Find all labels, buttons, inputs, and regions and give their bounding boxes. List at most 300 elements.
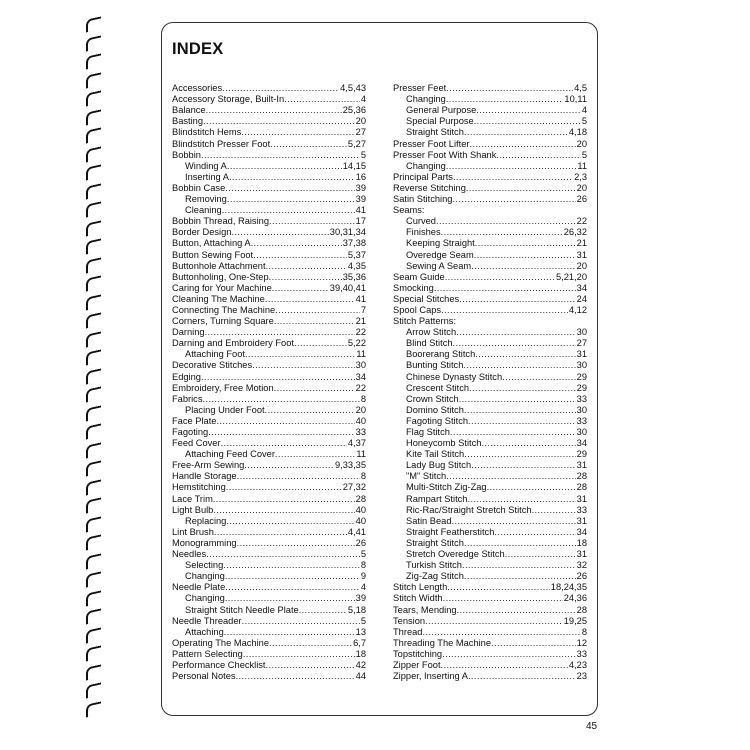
entry-pages: 33	[576, 393, 587, 404]
leader-dots	[457, 605, 576, 616]
leader-dots	[446, 94, 564, 105]
entry-pages: 27,32	[342, 482, 366, 493]
entry-label: Smocking	[393, 282, 434, 293]
entry-pages: 5,21,20	[555, 271, 587, 282]
entry-pages: 22	[355, 382, 366, 393]
leader-dots	[475, 238, 576, 249]
binding-ring	[86, 127, 101, 143]
entry-pages: 27	[355, 127, 366, 138]
entry-label: Needle Threader	[172, 615, 242, 626]
leader-dots	[471, 261, 576, 272]
index-subentry	[393, 527, 587, 538]
index-subentry	[393, 327, 587, 338]
index-entry	[172, 94, 366, 105]
index-entry	[172, 83, 366, 94]
entry-label: Crown Stitch	[406, 393, 459, 404]
entry-label: Changing	[406, 94, 446, 105]
entry-label: Chinese Dynasty Stitch	[406, 371, 503, 382]
entry-label: Spool Caps	[393, 304, 442, 315]
leader-dots	[225, 571, 360, 582]
leader-dots	[462, 560, 576, 571]
entry-label: Winding A	[185, 160, 227, 171]
entry-label: Needles	[172, 549, 207, 560]
leader-dots	[469, 383, 576, 394]
leader-dots	[474, 116, 581, 127]
leader-dots	[491, 638, 576, 649]
index-entry	[393, 627, 587, 638]
entry-label: Tension	[393, 615, 426, 626]
binding-ring	[86, 257, 101, 273]
entry-pages: 30	[576, 360, 587, 371]
entry-pages: 11	[356, 349, 366, 360]
leader-dots	[227, 161, 342, 172]
entry-pages: 11	[356, 449, 366, 460]
entry-label: Thread	[393, 626, 423, 637]
entry-label: Topstitching	[393, 648, 443, 659]
entry-pages: 39,40,41	[329, 282, 366, 293]
index-entry	[393, 316, 587, 327]
entry-label: Satin Bead	[406, 515, 452, 526]
leader-dots	[214, 527, 347, 538]
binding-ring	[86, 442, 101, 458]
entry-pages: 27	[576, 338, 587, 349]
binding-ring	[86, 275, 101, 291]
index-subentry	[393, 394, 587, 405]
index-entry	[393, 138, 587, 149]
leader-dots	[425, 616, 563, 627]
entry-pages: 24,36	[563, 593, 587, 604]
entry-pages: 29	[576, 371, 587, 382]
entry-pages: 2,3	[574, 171, 587, 182]
index-entry	[393, 183, 587, 194]
entry-label: Personal Notes	[172, 671, 236, 682]
entry-label: Flag Stitch	[406, 427, 450, 437]
leader-dots	[245, 349, 355, 360]
index-entry	[172, 294, 366, 305]
entry-label: Straight Stitch Needle Plate	[185, 604, 299, 615]
index-entry	[172, 438, 366, 449]
entry-label: Button, Attaching A	[172, 238, 251, 249]
leader-dots	[213, 494, 355, 505]
entry-pages: 8	[360, 560, 366, 571]
entry-pages: 26	[576, 571, 587, 582]
entry-label: Accessories	[172, 83, 223, 94]
index-entry	[172, 527, 366, 538]
entry-label: Crescent Stitch	[406, 382, 470, 393]
index-entry	[393, 172, 587, 183]
entry-pages: 22	[576, 216, 587, 227]
entry-label: Ric-Rac/Straight Stretch Stitch	[406, 504, 532, 515]
index-entry	[393, 83, 587, 94]
entry-label: Cleaning The Machine	[172, 293, 265, 304]
entry-pages: 33	[576, 415, 587, 426]
leader-dots	[481, 438, 575, 449]
leader-dots	[201, 150, 360, 161]
entry-pages: 28	[576, 482, 587, 493]
entry-label: Boorerang Stitch	[406, 349, 476, 360]
index-entry	[172, 338, 366, 349]
entry-pages: 31	[576, 515, 587, 526]
leader-dots	[487, 482, 576, 493]
leader-dots	[496, 150, 580, 161]
index-subentry	[172, 194, 366, 205]
leader-dots	[213, 505, 354, 516]
entry-label: Replacing	[185, 515, 227, 526]
entry-label: Basting	[172, 116, 204, 127]
entry-pages: 31	[576, 349, 587, 360]
entry-label: Edging	[172, 371, 201, 382]
entry-pages: 5,37	[347, 249, 366, 260]
entry-label: Seam Guide	[393, 271, 445, 282]
leader-dots	[445, 272, 555, 283]
index-entry	[172, 216, 366, 227]
entry-label: Selecting	[185, 560, 224, 571]
index-entry	[172, 316, 366, 327]
leader-dots	[205, 327, 355, 338]
leader-dots	[502, 372, 576, 383]
entry-pages: 21	[355, 316, 366, 327]
entry-label: Finishes	[406, 227, 441, 238]
entry-label: Threading The Machine	[393, 637, 492, 648]
entry-label: Stitch Width	[393, 593, 443, 604]
entry-label: Lace Trim	[172, 493, 213, 504]
entry-label: Blindstitch Hems	[172, 127, 242, 138]
index-entry	[172, 394, 366, 405]
index-entry	[172, 582, 366, 593]
entry-pages: 40	[355, 504, 366, 515]
entry-label: Zipper Foot	[393, 659, 441, 670]
binding-ring	[86, 701, 101, 717]
leader-dots	[469, 139, 575, 150]
entry-label: Straight Featherstitch	[406, 526, 495, 537]
entry-label: Stitch Patterns:	[393, 316, 457, 327]
binding-ring	[86, 349, 101, 365]
binding-ring	[86, 682, 101, 698]
leader-dots	[265, 405, 355, 416]
index-subentry	[172, 516, 366, 527]
entry-label: Domino Stitch	[406, 404, 464, 415]
index-entry	[393, 283, 587, 294]
leader-dots	[227, 194, 355, 205]
leader-dots	[270, 139, 347, 150]
entry-pages: 33	[355, 427, 366, 437]
index-subentry	[172, 349, 366, 360]
entry-pages: 13	[355, 626, 366, 637]
index-entry	[393, 205, 587, 216]
index-subentry	[393, 116, 587, 127]
index-entry	[393, 649, 587, 660]
binding-ring	[86, 201, 101, 217]
entry-label: Needle Plate	[172, 582, 226, 593]
leader-dots	[252, 360, 355, 371]
leader-dots	[226, 482, 342, 493]
index-entry	[172, 283, 366, 294]
index-entry	[172, 305, 366, 316]
index-subentry	[172, 449, 366, 460]
leader-dots	[269, 272, 342, 283]
index-entry	[172, 638, 366, 649]
entry-pages: 37,38	[342, 238, 366, 249]
entry-pages: 18	[576, 537, 587, 548]
index-subentry	[393, 238, 587, 249]
entry-pages: 5	[360, 615, 366, 626]
binding-ring	[86, 53, 101, 69]
entry-pages: 28	[576, 604, 587, 615]
index-entry	[172, 327, 366, 338]
entry-label: Changing	[185, 593, 225, 604]
index-subentry	[393, 227, 587, 238]
leader-dots	[221, 438, 347, 449]
entry-pages: 40	[355, 515, 366, 526]
index-entry	[172, 649, 366, 660]
entry-pages: 25,36	[342, 105, 366, 116]
entry-label: Fagoting	[172, 427, 209, 437]
entry-pages: 5	[360, 549, 366, 560]
entry-label: Tears, Mending	[393, 604, 457, 615]
entry-pages: 33	[576, 648, 587, 659]
entry-label: Buttonholing, One-Step	[172, 271, 269, 282]
entry-label: Handle Storage	[172, 471, 237, 482]
leader-dots	[229, 172, 355, 183]
leader-dots	[434, 283, 576, 294]
entry-label: Blindstitch Presser Foot	[172, 138, 271, 149]
entry-label: Darning	[172, 327, 205, 338]
index-subentry	[172, 604, 366, 615]
leader-dots	[505, 549, 576, 560]
entry-pages: 18	[355, 648, 366, 659]
entry-label: Attaching Foot	[185, 349, 245, 360]
leader-dots	[494, 527, 575, 538]
index-subentry	[393, 161, 587, 172]
index-subentry	[393, 571, 587, 582]
index-subentry	[393, 383, 587, 394]
index-subentry	[172, 627, 366, 638]
index-subentry	[172, 560, 366, 571]
index-entry	[172, 261, 366, 272]
entry-label: Presser Foot With Shank	[393, 149, 497, 160]
binding-ring	[86, 460, 101, 476]
leader-dots	[464, 405, 576, 416]
entry-pages: 4,12	[568, 304, 587, 315]
binding-ring	[86, 423, 101, 439]
leader-dots	[231, 227, 328, 238]
entry-label: Multi-Stitch Zig-Zag	[406, 482, 487, 493]
index-entry	[172, 660, 366, 671]
entry-pages: 4,18	[568, 127, 587, 138]
leader-dots	[243, 649, 355, 660]
leader-dots	[475, 349, 575, 360]
entry-label: Lint Brush	[172, 526, 214, 537]
index-subentry	[393, 460, 587, 471]
leader-dots	[237, 538, 355, 549]
binding-ring	[86, 590, 101, 606]
index-entry	[393, 660, 587, 671]
leader-dots	[476, 105, 581, 116]
entry-pages: 31	[576, 549, 587, 560]
leader-dots	[294, 338, 347, 349]
entry-pages: 30	[576, 427, 587, 437]
index-subentry	[393, 105, 587, 116]
entry-pages: 18,24,35	[550, 582, 587, 593]
entry-pages: 4,41	[347, 526, 366, 537]
leader-dots	[452, 516, 576, 527]
entry-label: Light Bulb	[172, 504, 214, 515]
leader-dots	[269, 216, 355, 227]
leader-dots	[226, 516, 354, 527]
entry-pages: 42	[355, 659, 366, 670]
entry-pages: 8	[360, 471, 366, 482]
index-subentry	[393, 338, 587, 349]
entry-label: Feed Cover	[172, 438, 221, 449]
leader-dots	[464, 538, 576, 549]
entry-pages: 20	[576, 182, 587, 193]
binding-ring	[86, 664, 101, 680]
leader-dots	[464, 449, 575, 460]
entry-pages: 5	[581, 116, 587, 127]
entry-label: Kite Tail Stitch	[406, 449, 465, 460]
entry-label: Removing	[185, 194, 227, 205]
entry-label: Border Design	[172, 227, 232, 238]
entry-pages: 12	[576, 637, 587, 648]
index-entry	[172, 360, 366, 371]
entry-label: Caring for Your Machine	[172, 282, 272, 293]
entry-pages: 32	[576, 560, 587, 571]
entry-pages: 7	[360, 304, 366, 315]
entry-pages: 9,33,35	[334, 460, 366, 471]
binding-ring	[86, 571, 101, 587]
index-subentry	[393, 493, 587, 504]
entry-label: Accessory Storage, Built-In	[172, 94, 285, 105]
entry-pages: 20	[355, 404, 366, 415]
index-subentry	[393, 371, 587, 382]
entry-pages: 31	[576, 249, 587, 260]
entry-label: Presser Foot Lifter	[393, 138, 470, 149]
entry-pages: 30	[576, 327, 587, 338]
entry-label: Decorative Stitches	[172, 360, 253, 371]
leader-dots	[201, 372, 355, 383]
leader-dots	[422, 627, 580, 638]
index-entry	[172, 493, 366, 504]
entry-pages: 31	[576, 460, 587, 471]
entry-label: Placing Under Foot	[185, 404, 265, 415]
index-entry	[172, 227, 366, 238]
entry-label: Bobbin	[172, 149, 201, 160]
binding-ring	[86, 516, 101, 532]
entry-label: Principal Parts	[393, 171, 453, 182]
leader-dots	[456, 327, 576, 338]
entry-pages: 26,32	[563, 227, 587, 238]
leader-dots	[443, 593, 563, 604]
leader-dots	[463, 360, 575, 371]
spiral-binding	[86, 18, 110, 718]
index-title: INDEX	[172, 40, 224, 58]
binding-ring	[86, 608, 101, 624]
index-entry	[172, 460, 366, 471]
index-entry	[172, 505, 366, 516]
entry-label: Corners, Turning Square	[172, 316, 274, 327]
binding-ring	[86, 312, 101, 328]
index-entry	[393, 604, 587, 615]
index-entry	[172, 105, 366, 116]
entry-label: Lady Bug Stitch	[406, 460, 472, 471]
leader-dots	[450, 427, 576, 438]
index-subentry	[393, 127, 587, 138]
leader-dots	[467, 494, 575, 505]
index-entry	[393, 194, 587, 205]
entry-pages: 5,18	[347, 604, 366, 615]
index-subentry	[393, 549, 587, 560]
index-subentry	[393, 482, 587, 493]
entry-pages: 34	[576, 526, 587, 537]
binding-ring	[86, 183, 101, 199]
entry-label: Seams:	[393, 205, 425, 216]
entry-pages: 28	[355, 493, 366, 504]
entry-pages: 5	[360, 149, 366, 160]
index-subentry	[393, 516, 587, 527]
leader-dots	[242, 616, 360, 627]
index-subentry	[393, 416, 587, 427]
leader-dots	[244, 460, 334, 471]
index-entry	[393, 150, 587, 161]
entry-pages: 5	[581, 149, 587, 160]
binding-ring	[86, 553, 101, 569]
entry-label: Balance	[172, 105, 206, 116]
entry-label: Inserting A	[185, 171, 229, 182]
index-entry	[393, 305, 587, 316]
index-column-right	[393, 83, 587, 682]
entry-pages: 28	[576, 471, 587, 482]
entry-label: Curved	[406, 216, 436, 227]
index-subentry	[393, 360, 587, 371]
entry-pages: 5,22	[347, 338, 366, 349]
index-subentry	[393, 538, 587, 549]
entry-label: Button Sewing Foot	[172, 249, 254, 260]
entry-pages: 20	[576, 138, 587, 149]
index-subentry	[393, 560, 587, 571]
entry-label: Pattern Selecting	[172, 648, 243, 659]
index-entry	[172, 538, 366, 549]
index-entry	[172, 238, 366, 249]
leader-dots	[453, 172, 573, 183]
leader-dots	[441, 305, 568, 316]
leader-dots	[464, 571, 576, 582]
leader-dots	[224, 627, 355, 638]
binding-ring	[86, 90, 101, 106]
index-subentry	[393, 449, 587, 460]
entry-label: Bunting Stitch	[406, 360, 464, 371]
entry-pages: 21	[576, 238, 587, 249]
binding-ring	[86, 72, 101, 88]
entry-pages: 20	[355, 116, 366, 127]
entry-label: Stitch Length	[393, 582, 448, 593]
leader-dots	[471, 460, 576, 471]
leader-dots	[299, 605, 347, 616]
leader-dots	[459, 394, 576, 405]
entry-pages: 30,31,34	[329, 227, 366, 238]
leader-dots	[441, 660, 568, 671]
entry-label: Zig-Zag Stitch	[406, 571, 464, 582]
index-entry	[393, 671, 587, 682]
entry-pages: 20	[576, 260, 587, 271]
leader-dots	[474, 250, 576, 261]
entry-label: Satin Stitching	[393, 194, 453, 205]
index-entry	[172, 616, 366, 627]
index-subentry	[393, 438, 587, 449]
index-subentry	[172, 593, 366, 604]
entry-pages: 29	[576, 449, 587, 460]
index-subentry	[393, 405, 587, 416]
leader-dots	[274, 316, 355, 327]
